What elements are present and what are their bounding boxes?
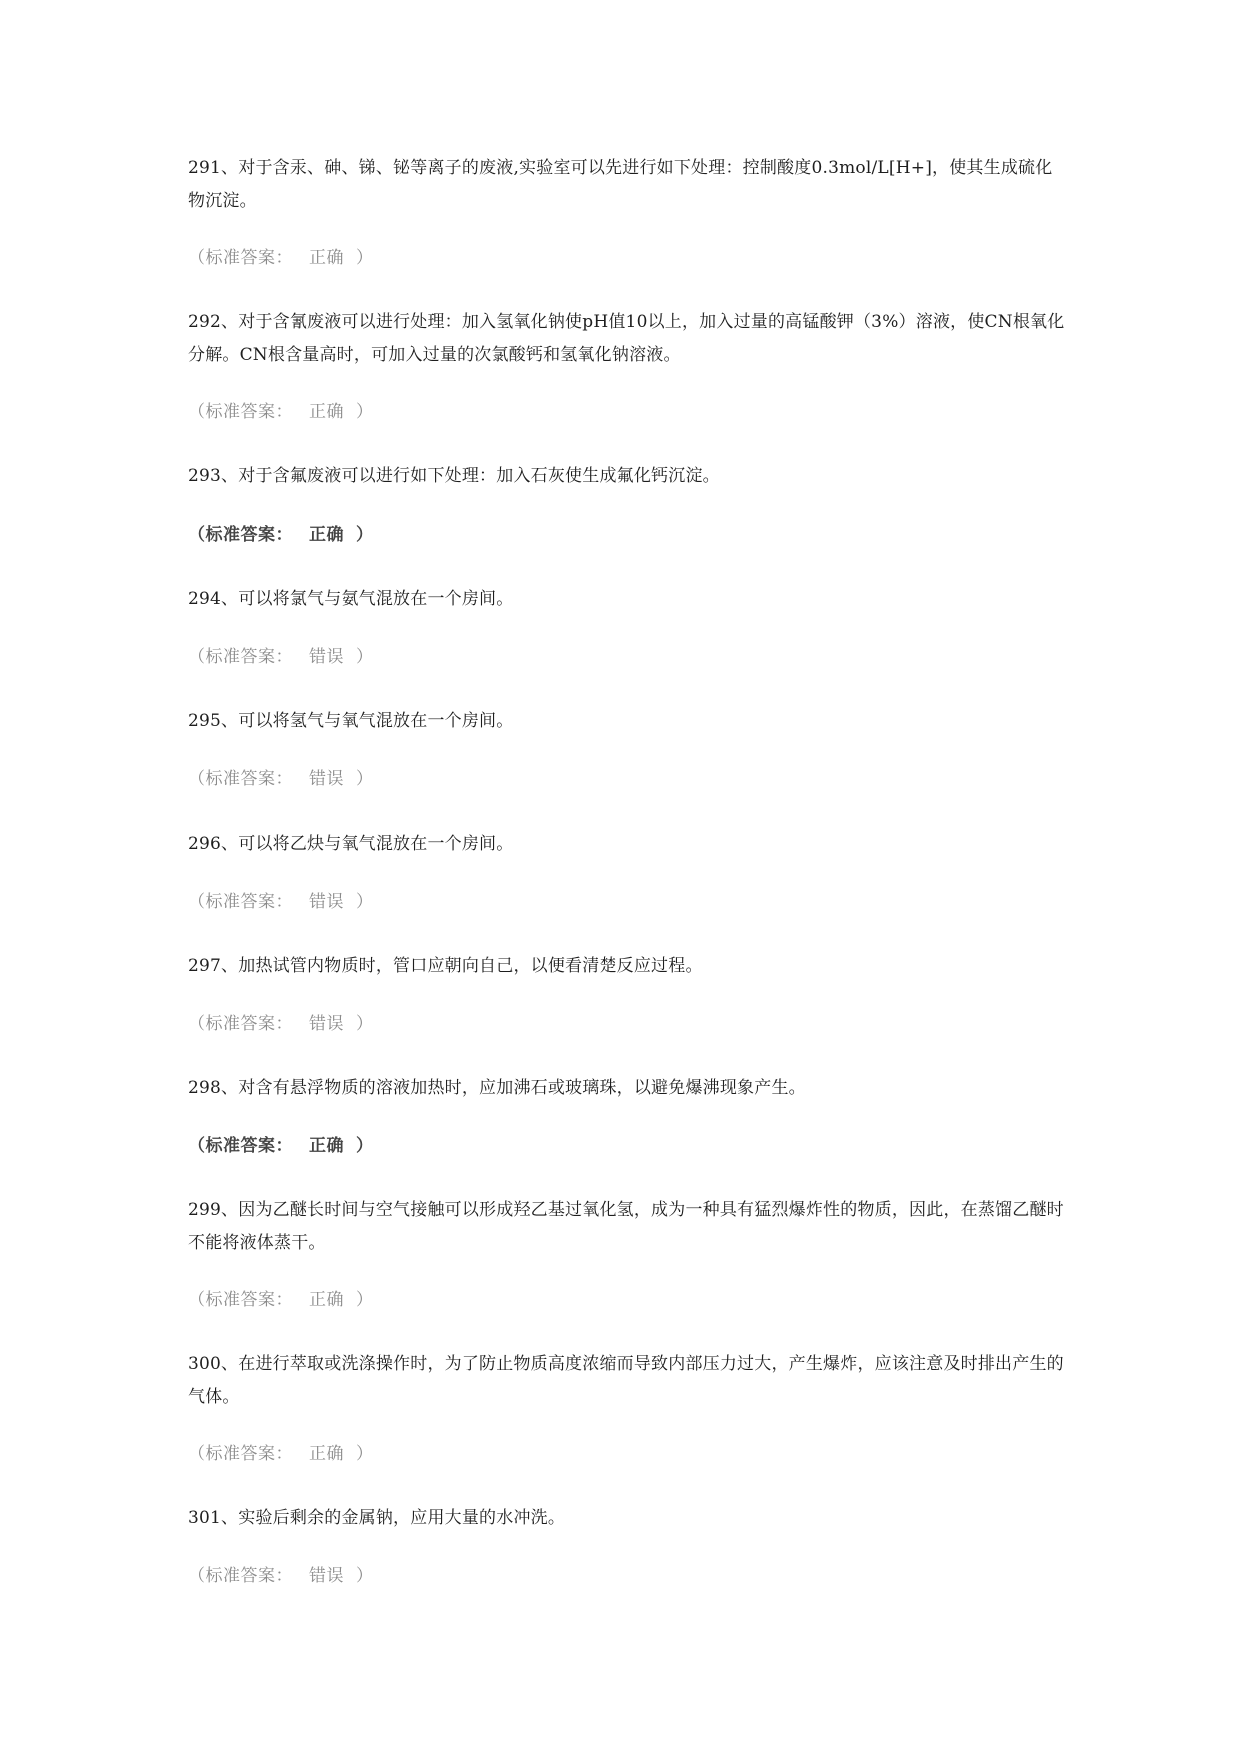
answer-close: ） — [356, 769, 374, 789]
answer-line — [188, 1564, 374, 1588]
answer-value: 正确 — [309, 402, 344, 422]
answer-line — [188, 1134, 374, 1158]
question-block — [188, 583, 1068, 616]
question-text: 295、可以将氢气与氧气混放在一个房间。 — [188, 711, 514, 731]
question-block — [188, 1502, 1068, 1535]
answer-value: 正确 — [309, 248, 344, 268]
answer-line — [188, 400, 374, 424]
answer-close: ） — [356, 525, 374, 545]
question-block — [188, 306, 1068, 372]
answer-value: 错误 — [309, 647, 344, 667]
answer-label: （标准答案： — [188, 1444, 293, 1464]
answer-close: ） — [356, 1014, 374, 1034]
question-text: 297、加热试管内物质时，管口应朝向自己，以便看清楚反应过程。 — [188, 956, 703, 976]
question-text: 294、可以将氯气与氨气混放在一个房间。 — [188, 589, 514, 609]
answer-line — [188, 645, 374, 669]
question-text: 301、实验后剩余的金属钠，应用大量的水冲洗。 — [188, 1508, 566, 1528]
answer-close: ） — [356, 1444, 374, 1464]
answer-value: 正确 — [309, 525, 344, 545]
answer-line — [188, 246, 374, 270]
answer-value: 正确 — [309, 1136, 344, 1156]
answer-label: （标准答案： — [188, 1290, 293, 1310]
answer-line — [188, 1442, 374, 1466]
question-block — [188, 460, 1068, 493]
answer-close: ） — [356, 248, 374, 268]
answer-value: 正确 — [309, 1444, 344, 1464]
question-text: 293、对于含氟废液可以进行如下处理：加入石灰使生成氟化钙沉淀。 — [188, 466, 720, 486]
answer-value: 正确 — [309, 1290, 344, 1310]
answer-label: （标准答案： — [188, 769, 293, 789]
question-text: 300、在进行萃取或洗涤操作时，为了防止物质高度浓缩而导致内部压力过大，产生爆炸，应该注意及时排出产生的气体。 — [188, 1354, 1064, 1407]
question-text: 299、因为乙醚长时间与空气接触可以形成羟乙基过氧化氢，成为一种具有猛烈爆炸性的物质，因此，在蒸馏乙醚时不能将液体蒸干。 — [188, 1200, 1064, 1253]
question-block — [188, 1194, 1068, 1260]
question-block — [188, 828, 1068, 861]
answer-close: ） — [356, 1290, 374, 1310]
answer-label: （标准答案： — [188, 1566, 293, 1586]
question-text: 298、对含有悬浮物质的溶液加热时，应加沸石或玻璃珠，以避免爆沸现象产生。 — [188, 1078, 806, 1098]
answer-label: （标准答案： — [188, 248, 293, 268]
question-text: 291、对于含汞、砷、锑、铋等离子的废液,实验室可以先进行如下处理：控制酸度0.3mol/L[H+]，使其生成硫化物沉淀。 — [188, 158, 1053, 211]
answer-close: ） — [356, 892, 374, 912]
answer-label: （标准答案： — [188, 1014, 293, 1034]
answer-label: （标准答案： — [188, 647, 293, 667]
answer-value: 错误 — [309, 769, 344, 789]
answer-label: （标准答案： — [188, 525, 293, 545]
answer-close: ） — [356, 647, 374, 667]
question-block — [188, 705, 1068, 738]
answer-label: （标准答案： — [188, 1136, 293, 1156]
question-block — [188, 152, 1068, 218]
question-block — [188, 1348, 1068, 1414]
answer-line — [188, 523, 374, 547]
question-block — [188, 950, 1068, 983]
answer-line — [188, 890, 374, 914]
answer-label: （标准答案： — [188, 402, 293, 422]
answer-label: （标准答案： — [188, 892, 293, 912]
answer-value: 错误 — [309, 1566, 344, 1586]
answer-close: ） — [356, 1136, 374, 1156]
answer-close: ） — [356, 402, 374, 422]
question-block — [188, 1072, 1068, 1105]
answer-value: 错误 — [309, 1014, 344, 1034]
answer-value: 错误 — [309, 892, 344, 912]
answer-line — [188, 1288, 374, 1312]
answer-line — [188, 1012, 374, 1036]
answer-close: ） — [356, 1566, 374, 1586]
question-text: 296、可以将乙炔与氧气混放在一个房间。 — [188, 834, 514, 854]
question-text: 292、对于含氰废液可以进行处理：加入氢氧化钠使pH值10以上，加入过量的高锰酸钾（3%）溶液，使CN根氧化分解。CN根含量高时，可加入过量的次氯酸钙和氢氧化钠溶液。 — [188, 312, 1065, 365]
answer-line — [188, 767, 374, 791]
